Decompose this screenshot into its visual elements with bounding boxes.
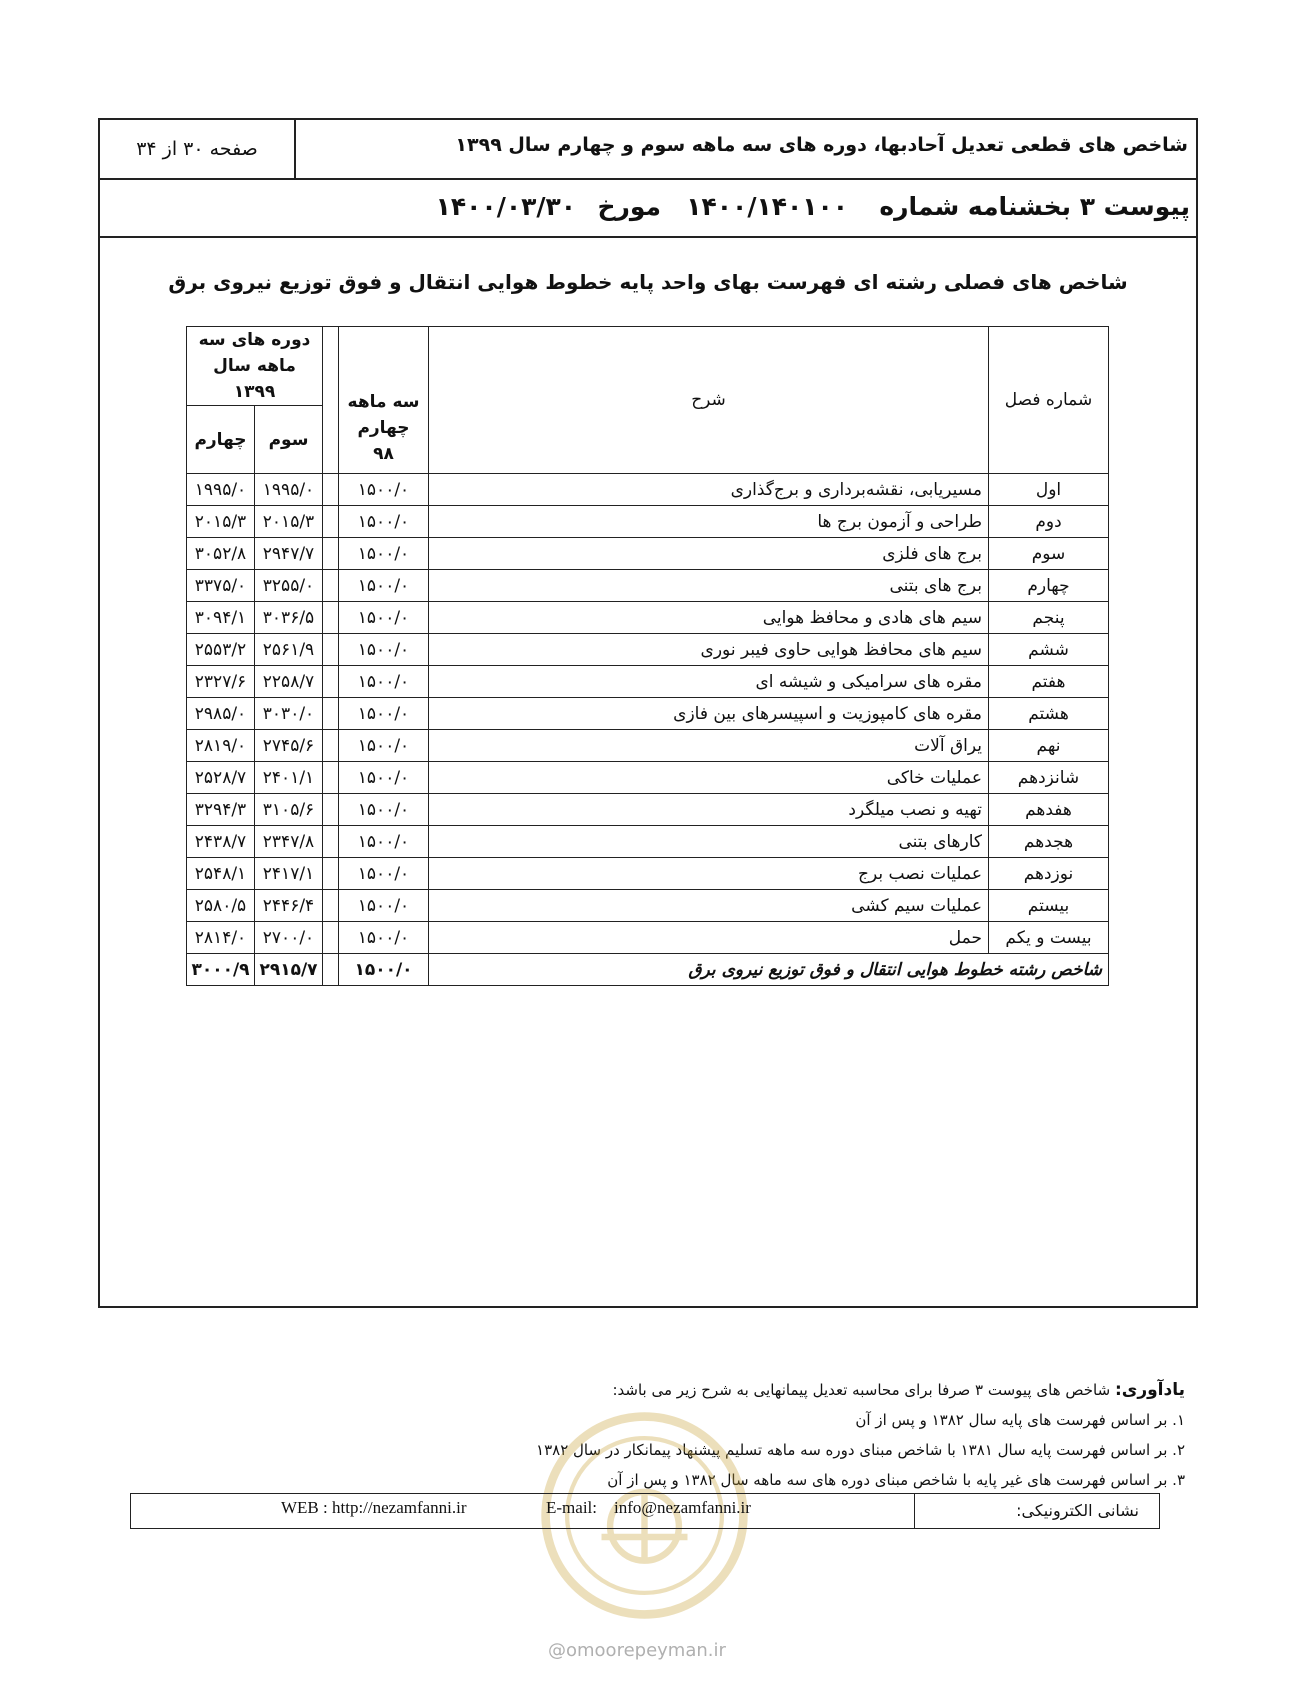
cell-q4: ۲۵۴۸/۱ xyxy=(187,858,255,890)
header-periods: دوره های سه ماهه سال ۱۳۹۹ xyxy=(187,327,323,406)
cell-sharh: مسیریابی، نقشه‌برداری و برج‌گذاری xyxy=(429,474,989,506)
cell-q4: ۳۰۵۲/۸ xyxy=(187,538,255,570)
cell-q3: ۲۴۴۶/۴ xyxy=(255,890,323,922)
cell-fasl: پنجم xyxy=(989,602,1109,634)
cell-q4: ۲۰۱۵/۳ xyxy=(187,506,255,538)
cell-base: ۱۵۰۰/۰ xyxy=(339,474,429,506)
cell-q4: ۲۵۵۳/۲ xyxy=(187,634,255,666)
cell-sharh: برج های بتنی xyxy=(429,570,989,602)
cell-sharh: عملیات سیم کشی xyxy=(429,890,989,922)
index-table xyxy=(186,326,1109,986)
cell-q3: ۲۹۴۷/۷ xyxy=(255,538,323,570)
cell-sharh: یراق آلات xyxy=(429,730,989,762)
cell-q3: ۲۷۰۰/۰ xyxy=(255,922,323,954)
contact-box xyxy=(130,1493,1160,1529)
document-header-title: شاخص های قطعی تعدیل آحادبها، دوره های سه ماهه سوم و چهارم سال ۱۳۹۹ xyxy=(455,134,1188,156)
table-row xyxy=(187,794,1109,826)
cell-gap xyxy=(323,698,339,730)
cell-gap xyxy=(323,826,339,858)
cell-base: ۱۵۰۰/۰ xyxy=(339,890,429,922)
table-row xyxy=(187,602,1109,634)
table-row xyxy=(187,666,1109,698)
note-item: ۳. بر اساس فهرست های غیر پایه با شاخص مبنای دوره های سه ماهه سال ۱۳۸۲ و پس از آن xyxy=(607,1471,1185,1489)
cell-q3: ۲۵۶۱/۹ xyxy=(255,634,323,666)
total-label: شاخص رشته خطوط هوایی انتقال و فوق توزیع نیروی برق xyxy=(429,954,1109,986)
cell-gap xyxy=(323,474,339,506)
cell-q4: ۳۰۹۴/۱ xyxy=(187,602,255,634)
cell-fasl: نهم xyxy=(989,730,1109,762)
cell-fasl: هفدهم xyxy=(989,794,1109,826)
contact-label: نشانی الکترونیکی: xyxy=(914,1494,1159,1528)
cell-fasl: چهارم xyxy=(989,570,1109,602)
page-number: صفحه ۳۰ از ۳۴ xyxy=(100,120,296,178)
cell-fasl: هفتم xyxy=(989,666,1109,698)
cell-gap xyxy=(323,570,339,602)
cell-q3: ۱۹۹۵/۰ xyxy=(255,474,323,506)
cell-sharh: مقره های سرامیکی و شیشه ای xyxy=(429,666,989,698)
cell-q4: ۲۵۲۸/۷ xyxy=(187,762,255,794)
cell-q3: ۲۴۰۱/۱ xyxy=(255,762,323,794)
cell-base: ۱۵۰۰/۰ xyxy=(339,666,429,698)
appendix-label: پیوست ۳ بخشنامه شماره xyxy=(879,192,1190,221)
total-row xyxy=(187,954,1109,986)
cell-base: ۱۵۰۰/۰ xyxy=(339,858,429,890)
cell-q4: ۲۳۲۷/۶ xyxy=(187,666,255,698)
cell-base: ۱۵۰۰/۰ xyxy=(339,794,429,826)
table-row xyxy=(187,538,1109,570)
cell-q3: ۳۱۰۵/۶ xyxy=(255,794,323,826)
cell-fasl: ششم xyxy=(989,634,1109,666)
cell-base: ۱۵۰۰/۰ xyxy=(339,538,429,570)
header-sharh: شرح xyxy=(429,327,989,474)
cell-gap xyxy=(323,954,339,986)
cell-gap xyxy=(323,890,339,922)
cell-gap xyxy=(323,762,339,794)
table-row xyxy=(187,858,1109,890)
cell-fasl: سوم xyxy=(989,538,1109,570)
cell-q3: ۲۲۵۸/۷ xyxy=(255,666,323,698)
total-q3: ۲۹۱۵/۷ xyxy=(255,954,323,986)
cell-sharh: کارهای بتنی xyxy=(429,826,989,858)
cell-q3: ۲۴۱۷/۱ xyxy=(255,858,323,890)
cell-fasl: هجدهم xyxy=(989,826,1109,858)
cell-sharh: سیم های هادی و محافظ هوایی xyxy=(429,602,989,634)
cell-q3: ۳۲۵۵/۰ xyxy=(255,570,323,602)
web-link[interactable]: WEB : http://nezamfanni.ir xyxy=(281,1498,467,1517)
cell-base: ۱۵۰۰/۰ xyxy=(339,634,429,666)
cell-gap xyxy=(323,538,339,570)
cell-gap xyxy=(323,666,339,698)
cell-fasl: بیستم xyxy=(989,890,1109,922)
cell-base: ۱۵۰۰/۰ xyxy=(339,570,429,602)
watermark-text: @omoorepeyman.ir xyxy=(548,1640,726,1661)
cell-base: ۱۵۰۰/۰ xyxy=(339,602,429,634)
cell-gap xyxy=(323,634,339,666)
header-q4: چهارم xyxy=(187,406,255,474)
cell-base: ۱۵۰۰/۰ xyxy=(339,762,429,794)
cell-gap xyxy=(323,858,339,890)
note-item: ۱. بر اساس فهرست های پایه سال ۱۳۸۲ و پس از آن xyxy=(855,1411,1185,1429)
table-row xyxy=(187,698,1109,730)
table-row xyxy=(187,762,1109,794)
cell-sharh: سیم های محافظ هوایی حاوی فیبر نوری xyxy=(429,634,989,666)
table-row xyxy=(187,826,1109,858)
table-row xyxy=(187,634,1109,666)
cell-gap xyxy=(323,730,339,762)
circular-date: ۱۴۰۰/۰۳/۳۰ xyxy=(435,192,576,221)
table-row xyxy=(187,506,1109,538)
cell-fasl: هشتم xyxy=(989,698,1109,730)
header-q3: سوم xyxy=(255,406,323,474)
cell-gap xyxy=(323,922,339,954)
cell-q4: ۲۴۳۸/۷ xyxy=(187,826,255,858)
cell-q4: ۲۹۸۵/۰ xyxy=(187,698,255,730)
table-row xyxy=(187,922,1109,954)
cell-fasl: شانزدهم xyxy=(989,762,1109,794)
circular-number: ۱۴۰۰/۱۴۰۱۰۰ xyxy=(686,192,848,221)
header-gap xyxy=(323,327,339,474)
table-row xyxy=(187,474,1109,506)
notes-intro: شاخص های پیوست ۳ صرفا برای محاسبه تعدیل پیمانهایی به شرح زیر می باشد: xyxy=(612,1381,1111,1399)
table-body xyxy=(187,474,1109,986)
email-link[interactable]: E-mail: info@nezamfanni.ir xyxy=(546,1498,751,1517)
circular-row xyxy=(100,180,1196,238)
table-row xyxy=(187,730,1109,762)
cell-fasl: نوزدهم xyxy=(989,858,1109,890)
cell-q3: ۳۰۳۶/۵ xyxy=(255,602,323,634)
cell-q4: ۱۹۹۵/۰ xyxy=(187,474,255,506)
total-q4: ۳۰۰۰/۹ xyxy=(187,954,255,986)
cell-base: ۱۵۰۰/۰ xyxy=(339,506,429,538)
cell-base: ۱۵۰۰/۰ xyxy=(339,698,429,730)
header-base: سه ماهه چهارم ۹۸ xyxy=(339,327,429,474)
cell-sharh: تهیه و نصب میلگرد xyxy=(429,794,989,826)
cell-base: ۱۵۰۰/۰ xyxy=(339,826,429,858)
table-row xyxy=(187,890,1109,922)
header-row xyxy=(100,120,1196,180)
cell-q3: ۲۷۴۵/۶ xyxy=(255,730,323,762)
cell-sharh: مقره های کامپوزیت و اسپیسرهای بین فازی xyxy=(429,698,989,730)
cell-base: ۱۵۰۰/۰ xyxy=(339,922,429,954)
cell-sharh: طراحی و آزمون برج ها xyxy=(429,506,989,538)
cell-sharh: حمل xyxy=(429,922,989,954)
table-row xyxy=(187,570,1109,602)
notes-title: یادآوری: xyxy=(1114,1380,1185,1400)
cell-base: ۱۵۰۰/۰ xyxy=(339,730,429,762)
cell-q4: ۲۸۱۴/۰ xyxy=(187,922,255,954)
cell-sharh: عملیات خاکی xyxy=(429,762,989,794)
cell-q4: ۲۸۱۹/۰ xyxy=(187,730,255,762)
document-frame xyxy=(98,118,1198,1308)
cell-gap xyxy=(323,794,339,826)
cell-q3: ۲۰۱۵/۳ xyxy=(255,506,323,538)
total-base: ۱۵۰۰/۰ xyxy=(339,954,429,986)
cell-gap xyxy=(323,506,339,538)
cell-q4: ۲۵۸۰/۵ xyxy=(187,890,255,922)
cell-fasl: اول xyxy=(989,474,1109,506)
cell-q4: ۳۳۷۵/۰ xyxy=(187,570,255,602)
cell-q3: ۲۳۴۷/۸ xyxy=(255,826,323,858)
cell-fasl: بیست و یکم xyxy=(989,922,1109,954)
note-item: ۲. بر اساس فهرست پایه سال ۱۳۸۱ با شاخص مبنای دوره سه ماهه تسلیم پیشنهاد پیمانکار در سال ۱۳۸۲ xyxy=(536,1441,1185,1459)
cell-q3: ۳۰۳۰/۰ xyxy=(255,698,323,730)
cell-gap xyxy=(323,602,339,634)
dated-label: مورخ xyxy=(597,192,661,221)
cell-sharh: برج های فلزی xyxy=(429,538,989,570)
cell-sharh: عملیات نصب برج xyxy=(429,858,989,890)
cell-fasl: دوم xyxy=(989,506,1109,538)
header-fasl: شماره فصل xyxy=(989,327,1109,474)
cell-q4: ۳۲۹۴/۳ xyxy=(187,794,255,826)
table-title: شاخص های فصلی رشته ای فهرست بهای واحد پایه خطوط هوایی انتقال و فوق توزیع نیروی برق xyxy=(168,270,1128,294)
